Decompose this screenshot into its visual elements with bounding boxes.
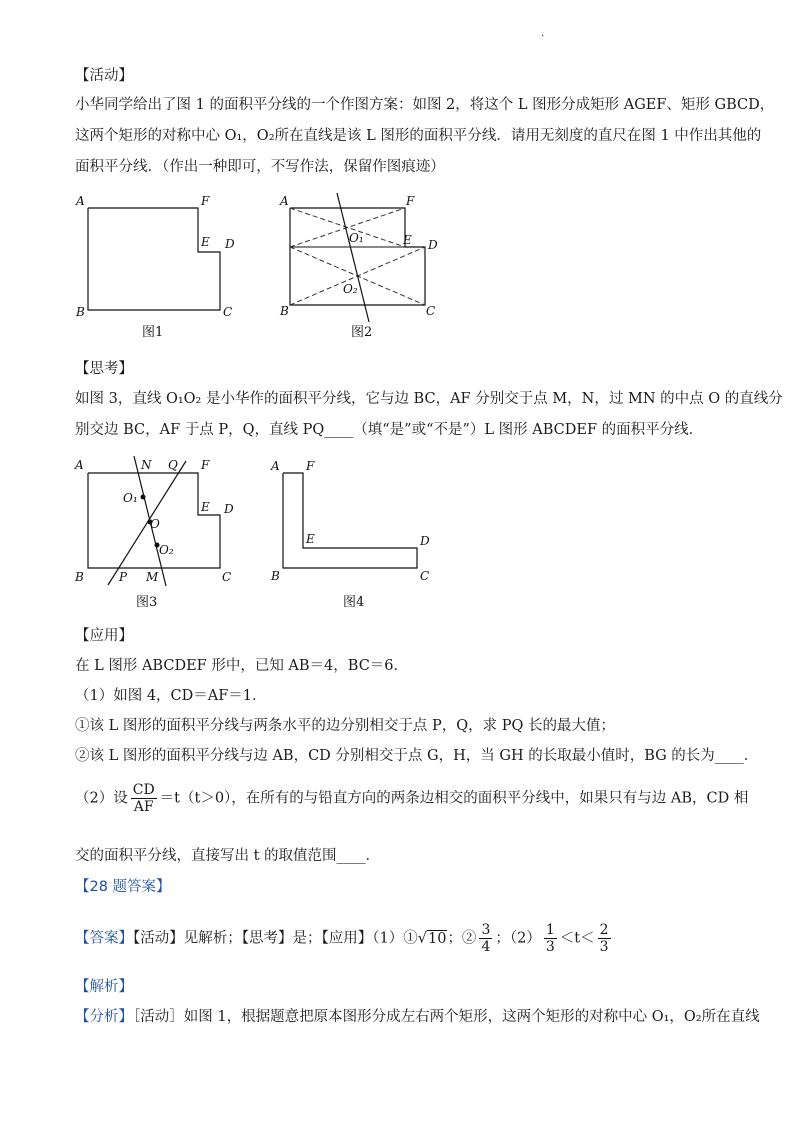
fig4-label-d: D [420, 534, 430, 548]
fig3-label-o2: O₂ [159, 543, 174, 557]
fig3-label-n: N [141, 458, 152, 472]
fig2-label-f: F [406, 194, 415, 208]
apply-line-3: ①该 L 图形的面积平分线与两条水平的边分别相交于点 P，Q，求 PQ 长的最大值； [75, 718, 615, 734]
analysis-line [75, 1007, 760, 1027]
fig1-label-c: C [223, 305, 233, 319]
answer-label: 【答案】 [75, 930, 133, 947]
fig2-label-a: A [280, 194, 289, 208]
fig3-label-c: C [222, 570, 232, 584]
fig3-label-d: D [224, 502, 234, 516]
answer-title: 【28 题答案】 [75, 879, 171, 895]
fig1-label-d: D [225, 237, 235, 251]
fig3-label-o: O [150, 517, 160, 531]
analysis-text: ［活动］如图 1，根据题意把原本图形分成左右两个矩形，这两个矩形的对称中心 O₁，O₂所在直线 [133, 1009, 760, 1025]
fig2-label-b: B [280, 304, 289, 318]
apply-line-1: 在 L 图形 ABCDEF 形中，已知 AB＝4，BC＝6． [75, 658, 409, 674]
cd-af-denominator: AF [133, 799, 154, 815]
fig3-label-a: A [75, 458, 84, 472]
activity-heading: 【活动】 [75, 68, 133, 84]
fig4-caption: 图4 [343, 595, 365, 610]
page-dot: . [541, 28, 545, 39]
activity-line-3: 面积平分线．（作出一种即可，不写作法，保留作图痕迹） [75, 159, 445, 175]
apply-line5-prefix: （2）设 [75, 790, 128, 807]
fig1-label-a: A [76, 194, 85, 208]
sqrt-value: 10 [427, 930, 447, 947]
think-line-2: 别交边 BC，AF 于点 P，Q，直线 PQ____（填“是”或“不是”）L 图形 ABCDEF 的面积平分线． [75, 422, 704, 438]
answer-text-3: ；（2） [495, 930, 541, 947]
figure-3 [70, 453, 250, 613]
sqrt-sign: √ [417, 930, 427, 947]
cd-af-numerator: CD [132, 782, 155, 798]
answer-fraction-1: $\frac{3}{4}$ [481, 922, 491, 955]
fig2-label-e: E [403, 233, 412, 247]
fig4-label-f: F [306, 459, 315, 473]
analysis-label: 【分析】 [75, 1009, 133, 1025]
fig4-label-a: A [271, 459, 280, 473]
apply-line-2: （1）如图 4，CD＝AF＝1． [75, 688, 267, 704]
answer-inequality: ＜t＜ [559, 930, 595, 947]
think-line-1: 如图 3，直线 O₁O₂ 是小华作的面积平分线，它与边 BC，AF 分别交于点 M，N，过 MN 的中点 O 的直线分 [75, 391, 783, 407]
fig3-label-m: M [146, 570, 159, 584]
fig1-caption: 图1 [142, 325, 164, 340]
fig4-label-b: B [271, 569, 280, 583]
apply-line-5 [75, 782, 748, 815]
answer-text-2: ；② [447, 930, 477, 947]
apply-line-4: ②该 L 图形的面积平分线与边 AB，CD 分别相交于点 G，H，当 GH 的长取最小值时，BG 的长为____． [75, 748, 759, 764]
fig3-label-f: F [201, 458, 210, 472]
fig3-label-q: Q [168, 458, 178, 472]
fig2-label-c: C [426, 304, 436, 318]
fig4-label-c: C [420, 569, 430, 583]
figure-2 [275, 190, 455, 340]
answer-fraction-2: $\frac{1}{3}$ [545, 922, 555, 955]
activity-line-1: 小华同学给出了图 1 的面积平分线的一个作图方案：如图 2，将这个 L 图形分成矩形 AGEF、矩形 GBCD， [75, 97, 775, 113]
cd-af-fraction [131, 782, 157, 815]
figure-1 [70, 190, 250, 340]
fig3-label-e: E [201, 500, 210, 514]
apply-heading: 【应用】 [75, 628, 133, 644]
answer-line [75, 922, 614, 955]
fig2-label-d: D [428, 238, 438, 252]
apply-line5-suffix: ＝t（t＞0），在所有的与铅直方向的两条边相交的面积平分线中，如果只有与边 AB，CD 相 [159, 790, 749, 807]
fig2-label-o2: O₂ [343, 282, 358, 296]
fig3-label-b: B [75, 570, 84, 584]
figure-4 [265, 453, 455, 613]
fig1-label-e: E [201, 235, 210, 249]
fig4-label-e: E [306, 532, 315, 546]
answer-text-1: 【活动】见解析；【思考】是；【应用】（1）① [133, 930, 418, 947]
fig1-label-b: B [76, 305, 85, 319]
fig3-caption: 图3 [136, 595, 158, 610]
apply-line-6: 交的面积平分线，直接写出 t 的取值范围____． [75, 848, 381, 864]
fig3-label-p: P [119, 570, 128, 584]
analysis-title: 【解析】 [75, 979, 133, 995]
fig3-label-o1: O₁ [123, 491, 138, 505]
fig2-label-o1: O₁ [349, 231, 364, 245]
fig1-label-f: F [201, 194, 210, 208]
activity-line-2: 这两个矩形的对称中心 O₁，O₂所在直线是该 L 图形的面积平分线．请用无刻度的直尺在图 1 中作出其他的 [75, 128, 762, 144]
think-heading: 【思考】 [75, 361, 133, 377]
fig2-caption: 图2 [351, 325, 373, 340]
answer-fraction-3: $\frac{2}{3}$ [599, 922, 609, 955]
